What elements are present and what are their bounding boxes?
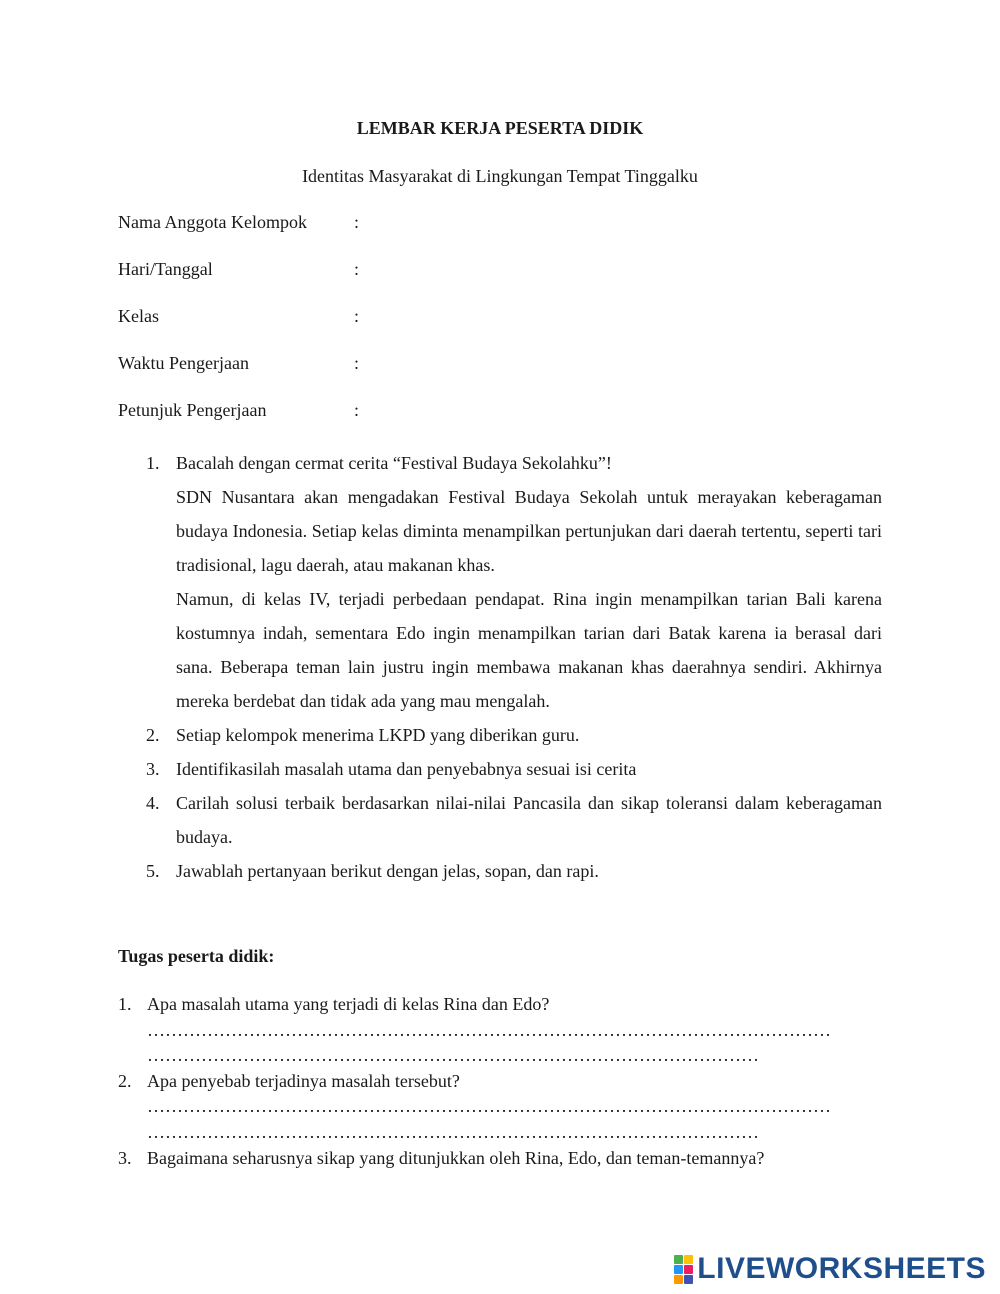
- item-number: 5.: [146, 861, 160, 881]
- brand-name: LIVEWORKSHEETS: [697, 1252, 986, 1285]
- item-number: 3.: [146, 759, 160, 779]
- item-number: 1.: [146, 453, 160, 473]
- liveworksheets-logo: [674, 1252, 986, 1286]
- question-text: Bagaimana seharusnya sikap yang ditunjukkan oleh Rina, Edo, dan teman-temannya?: [147, 1147, 765, 1168]
- field-label: Nama Anggota Kelompok: [118, 212, 307, 232]
- story-paragraph-1: SDN Nusantara akan mengadakan Festival Budaya Sekolah untuk merayakan keberagaman budaya Indonesia. Setiap kelas diminta menampilkan pertunjukan dari daerah tertentu, seperti tari tradisional, lagu daerah, atau makanan khas.: [176, 487, 882, 575]
- list-item: [146, 752, 882, 786]
- field-colon: :: [354, 400, 360, 420]
- item-text: Jawablah pertanyaan berikut dengan jelas, sopan, dan rapi.: [176, 861, 599, 881]
- question-number: 1.: [118, 994, 132, 1014]
- field-petunjuk: [118, 400, 359, 421]
- field-colon: :: [354, 306, 360, 326]
- question-item: [118, 1069, 878, 1146]
- question-text: Apa penyebab terjadinya masalah tersebut?: [147, 1070, 460, 1091]
- field-colon: :: [354, 353, 360, 373]
- list-item: [146, 854, 882, 888]
- question-text: Apa masalah utama yang terjadi di kelas Rina dan Edo?: [147, 994, 550, 1014]
- item-number: 2.: [146, 725, 160, 745]
- item-text: Carilah solusi terbaik berdasarkan nilai-nilai Pancasila dan sikap toleransi dalam keberagaman budaya.: [176, 793, 882, 847]
- field-waktu: [118, 353, 359, 374]
- field-nama-anggota: [118, 212, 359, 233]
- question-number: 2.: [118, 1070, 132, 1091]
- question-list: [118, 992, 878, 1171]
- field-colon: :: [354, 259, 360, 279]
- story-paragraph-2: Namun, di kelas IV, terjadi perbedaan pendapat. Rina ingin menampilkan tarian Bali karena kostumnya indah, sementara Edo ingin menampilkan tarian dari Batak karena ia berasal dari sana. Beberapa teman lain justru ingin membawa makanan khas daerahnya sendiri. Akhirnya mereka berdebat dan tidak ada yang mau mengalah.: [176, 589, 882, 711]
- field-kelas: [118, 306, 359, 327]
- list-item: [146, 446, 882, 718]
- instruction-list: [146, 446, 882, 888]
- field-label: Waktu Pengerjaan: [118, 353, 250, 373]
- list-item: [146, 786, 882, 854]
- answer-line[interactable]: …………………………………………………………………………………………: [147, 1121, 759, 1142]
- field-hari-tanggal: [118, 259, 359, 280]
- answer-line[interactable]: …………………………………………………………………………………………: [147, 1045, 759, 1066]
- tugas-heading: Tugas peserta didik:: [118, 946, 275, 966]
- brand-icon: [674, 1255, 693, 1284]
- field-label: Hari/Tanggal: [118, 259, 213, 279]
- field-label: Petunjuk Pengerjaan: [118, 400, 267, 420]
- item-text: Bacalah dengan cermat cerita “Festival Budaya Sekolahku”!: [176, 453, 612, 473]
- item-number: 4.: [146, 793, 160, 813]
- field-colon: :: [354, 212, 360, 232]
- field-label: Kelas: [118, 306, 159, 326]
- page-subtitle: Identitas Masyarakat di Lingkungan Tempat Tinggalku: [302, 166, 698, 186]
- item-text: Setiap kelompok menerima LKPD yang diberikan guru.: [176, 725, 580, 745]
- question-number: 3.: [118, 1147, 132, 1168]
- question-item: [118, 992, 878, 1069]
- list-item: [146, 718, 882, 752]
- page-title: LEMBAR KERJA PESERTA DIDIK: [356, 118, 644, 138]
- item-text: Identifikasilah masalah utama dan penyebabnya sesuai isi cerita: [176, 759, 637, 779]
- question-item: [118, 1146, 878, 1172]
- answer-line[interactable]: ……………………………………………………………………………………………………: [147, 1019, 831, 1040]
- answer-line[interactable]: ……………………………………………………………………………………………………: [147, 1096, 831, 1117]
